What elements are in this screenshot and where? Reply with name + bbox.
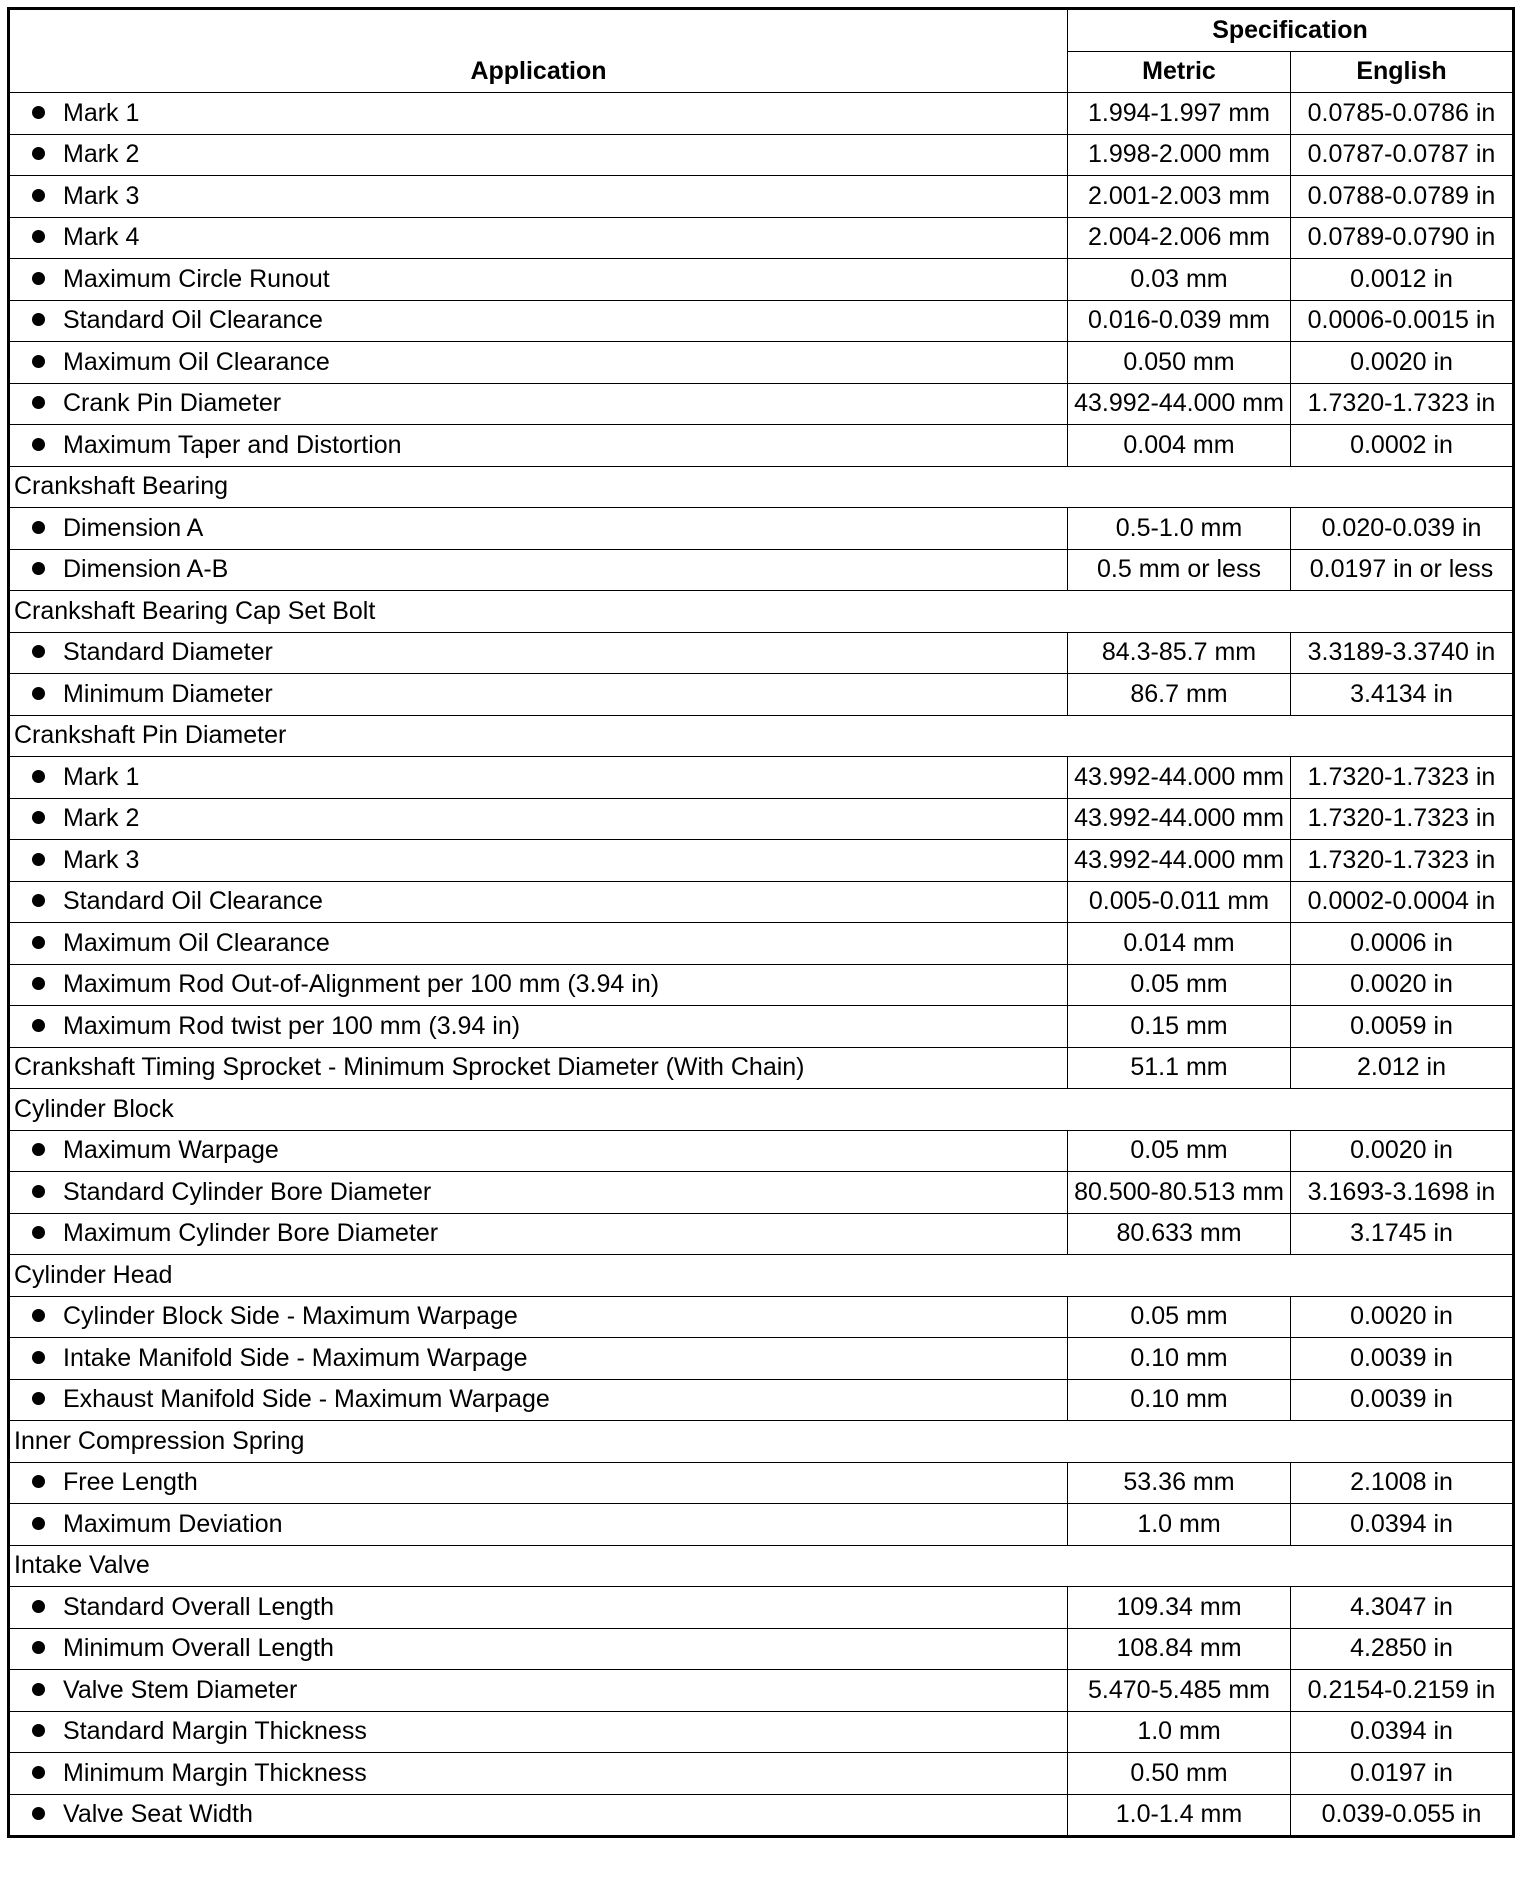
section-label: Cylinder Block — [9, 1089, 1514, 1131]
section-row — [9, 715, 1514, 757]
item-label: Minimum Overall Length — [63, 1634, 334, 1663]
metric-cell: 0.014 mm — [1068, 923, 1291, 965]
metric-cell: 51.1 mm — [1068, 1047, 1291, 1089]
item-label: Minimum Margin Thickness — [63, 1758, 367, 1787]
bullet-icon — [32, 1226, 45, 1239]
item-label: Maximum Oil Clearance — [63, 928, 330, 957]
application-cell — [9, 1587, 1068, 1629]
application-cell — [9, 964, 1068, 1006]
metric-cell: 0.016-0.039 mm — [1068, 300, 1291, 342]
english-cell: 4.3047 in — [1291, 1587, 1514, 1629]
english-cell: 0.0197 in or less — [1291, 549, 1514, 591]
table-row — [9, 217, 1514, 259]
item-label: Maximum Cylinder Bore Diameter — [63, 1219, 439, 1248]
metric-cell: 1.994-1.997 mm — [1068, 93, 1291, 135]
table-body — [9, 93, 1514, 1837]
application-cell — [9, 1130, 1068, 1172]
table-row — [9, 300, 1514, 342]
item-label: Cylinder Block Side - Maximum Warpage — [63, 1302, 518, 1331]
item-label: Valve Seat Width — [63, 1800, 253, 1829]
metric-cell: 53.36 mm — [1068, 1462, 1291, 1504]
item-label: Standard Oil Clearance — [63, 887, 323, 916]
bullet-icon — [32, 521, 45, 534]
metric-cell: 84.3-85.7 mm — [1068, 632, 1291, 674]
english-cell: 0.0039 in — [1291, 1338, 1514, 1380]
application-cell — [9, 508, 1068, 550]
application-cell: Crankshaft Timing Sprocket - Minimum Sprocket Diameter (With Chain) — [9, 1047, 1068, 1089]
metric-cell: 0.050 mm — [1068, 342, 1291, 384]
metric-cell: 0.005-0.011 mm — [1068, 881, 1291, 923]
table-row — [9, 508, 1514, 550]
application-cell — [9, 1379, 1068, 1421]
english-cell: 0.0197 in — [1291, 1753, 1514, 1795]
item-label: Minimum Diameter — [63, 679, 273, 708]
bullet-icon — [32, 230, 45, 243]
application-cell — [9, 1670, 1068, 1712]
metric-cell: 0.50 mm — [1068, 1753, 1291, 1795]
bullet-icon — [32, 1807, 45, 1820]
bullet-icon — [32, 1475, 45, 1488]
metric-cell: 0.004 mm — [1068, 425, 1291, 467]
application-cell — [9, 1504, 1068, 1546]
item-label: Dimension A — [63, 513, 204, 542]
table-row — [9, 1006, 1514, 1048]
english-cell: 1.7320-1.7323 in — [1291, 383, 1514, 425]
application-cell — [9, 1006, 1068, 1048]
metric-cell: 0.10 mm — [1068, 1338, 1291, 1380]
item-label: Maximum Rod Out-of-Alignment per 100 mm (3.94 in) — [63, 970, 660, 999]
section-row — [9, 1089, 1514, 1131]
english-cell: 0.0020 in — [1291, 342, 1514, 384]
metric-cell: 5.470-5.485 mm — [1068, 1670, 1291, 1712]
application-cell — [9, 757, 1068, 799]
metric-cell: 0.03 mm — [1068, 259, 1291, 301]
metric-cell: 0.05 mm — [1068, 964, 1291, 1006]
metric-cell: 86.7 mm — [1068, 674, 1291, 716]
bullet-icon — [32, 1185, 45, 1198]
item-label: Mark 3 — [63, 181, 140, 210]
table-row — [9, 1172, 1514, 1214]
english-cell: 1.7320-1.7323 in — [1291, 840, 1514, 882]
application-cell — [9, 798, 1068, 840]
application-cell — [9, 1753, 1068, 1795]
metric-cell: 80.500-80.513 mm — [1068, 1172, 1291, 1214]
application-cell — [9, 93, 1068, 135]
table-row — [9, 1628, 1514, 1670]
english-cell: 0.0059 in — [1291, 1006, 1514, 1048]
bullet-icon — [32, 1019, 45, 1032]
item-label: Dimension A-B — [63, 555, 229, 584]
table-row — [9, 1338, 1514, 1380]
table-row — [9, 632, 1514, 674]
table-header — [9, 9, 1514, 93]
table-row — [9, 176, 1514, 218]
english-cell: 0.039-0.055 in — [1291, 1794, 1514, 1837]
bullet-icon — [32, 1600, 45, 1613]
bullet-icon — [32, 977, 45, 990]
application-cell — [9, 549, 1068, 591]
bullet-icon — [32, 853, 45, 866]
metric-cell: 43.992-44.000 mm — [1068, 840, 1291, 882]
application-cell — [9, 840, 1068, 882]
section-label: Crankshaft Pin Diameter — [9, 715, 1514, 757]
section-row — [9, 466, 1514, 508]
table-row — [9, 1213, 1514, 1255]
english-cell: 3.4134 in — [1291, 674, 1514, 716]
english-cell: 2.1008 in — [1291, 1462, 1514, 1504]
item-label: Maximum Rod twist per 100 mm (3.94 in) — [63, 1011, 521, 1040]
table-row — [9, 1296, 1514, 1338]
bullet-icon — [32, 313, 45, 326]
bullet-icon — [32, 1517, 45, 1530]
section-row — [9, 1545, 1514, 1587]
table-row — [9, 425, 1514, 467]
application-cell — [9, 342, 1068, 384]
bullet-icon — [32, 1351, 45, 1364]
english-cell: 0.0002-0.0004 in — [1291, 881, 1514, 923]
metric-cell: 0.05 mm — [1068, 1296, 1291, 1338]
item-label: Mark 4 — [63, 223, 140, 252]
bullet-icon — [32, 811, 45, 824]
section-label: Cylinder Head — [9, 1255, 1514, 1297]
item-label: Standard Overall Length — [63, 1592, 335, 1621]
item-label: Valve Stem Diameter — [63, 1675, 298, 1704]
spec-sheet — [7, 7, 1512, 1838]
item-label: Mark 1 — [63, 98, 140, 127]
section-row — [9, 1255, 1514, 1297]
english-cell: 0.0788-0.0789 in — [1291, 176, 1514, 218]
application-cell — [9, 1711, 1068, 1753]
metric-cell: 2.001-2.003 mm — [1068, 176, 1291, 218]
item-label: Crank Pin Diameter — [63, 389, 282, 418]
bullet-icon — [32, 272, 45, 285]
english-cell: 1.7320-1.7323 in — [1291, 798, 1514, 840]
item-label: Standard Cylinder Bore Diameter — [63, 1177, 432, 1206]
english-cell: 0.0039 in — [1291, 1379, 1514, 1421]
application-cell — [9, 259, 1068, 301]
item-label: Maximum Warpage — [63, 1136, 279, 1165]
table-row — [9, 1462, 1514, 1504]
item-label: Intake Manifold Side - Maximum Warpage — [63, 1343, 528, 1372]
table-row — [9, 1379, 1514, 1421]
table-row — [9, 1587, 1514, 1629]
metric-cell: 80.633 mm — [1068, 1213, 1291, 1255]
application-cell — [9, 881, 1068, 923]
metric-cell: 43.992-44.000 mm — [1068, 798, 1291, 840]
english-cell: 0.2154-0.2159 in — [1291, 1670, 1514, 1712]
bullet-icon — [32, 1392, 45, 1405]
bullet-icon — [32, 1641, 45, 1654]
english-cell: 0.0006-0.0015 in — [1291, 300, 1514, 342]
metric-header: Metric — [1068, 51, 1291, 93]
table-row — [9, 1753, 1514, 1795]
english-cell: 0.0002 in — [1291, 425, 1514, 467]
metric-cell: 1.998-2.000 mm — [1068, 134, 1291, 176]
item-label: Standard Margin Thickness — [63, 1717, 367, 1746]
item-label: Mark 2 — [63, 140, 140, 169]
bullet-icon — [32, 396, 45, 409]
bullet-icon — [32, 189, 45, 202]
bullet-icon — [32, 1766, 45, 1779]
metric-cell: 43.992-44.000 mm — [1068, 383, 1291, 425]
table-row — [9, 881, 1514, 923]
item-label: Mark 2 — [63, 804, 140, 833]
english-cell: 0.0020 in — [1291, 1296, 1514, 1338]
metric-cell: 108.84 mm — [1068, 1628, 1291, 1670]
table-row — [9, 1711, 1514, 1753]
application-cell — [9, 383, 1068, 425]
metric-cell: 0.15 mm — [1068, 1006, 1291, 1048]
item-label: Standard Diameter — [63, 638, 273, 667]
english-cell: 0.0787-0.0787 in — [1291, 134, 1514, 176]
bullet-icon — [32, 687, 45, 700]
table-row — [9, 798, 1514, 840]
table-row — [9, 840, 1514, 882]
item-label: Maximum Oil Clearance — [63, 347, 330, 376]
english-cell: 2.012 in — [1291, 1047, 1514, 1089]
table-row — [9, 549, 1514, 591]
bullet-icon — [32, 147, 45, 160]
table-row — [9, 674, 1514, 716]
section-row — [9, 1421, 1514, 1463]
metric-cell: 1.0 mm — [1068, 1504, 1291, 1546]
metric-cell: 109.34 mm — [1068, 1587, 1291, 1629]
metric-cell: 0.5-1.0 mm — [1068, 508, 1291, 550]
item-label: Maximum Circle Runout — [63, 264, 330, 293]
application-cell — [9, 1213, 1068, 1255]
table-row — [9, 383, 1514, 425]
english-cell: 3.1693-3.1698 in — [1291, 1172, 1514, 1214]
metric-cell: 0.5 mm or less — [1068, 549, 1291, 591]
bullet-icon — [32, 645, 45, 658]
table-row — [9, 93, 1514, 135]
application-cell — [9, 674, 1068, 716]
english-cell: 3.3189-3.3740 in — [1291, 632, 1514, 674]
item-label: Maximum Taper and Distortion — [63, 430, 402, 459]
table-row — [9, 342, 1514, 384]
item-label: Exhaust Manifold Side - Maximum Warpage — [63, 1385, 550, 1414]
section-label: Intake Valve — [9, 1545, 1514, 1587]
item-label: Mark 1 — [63, 762, 140, 791]
bullet-icon — [32, 355, 45, 368]
application-cell — [9, 1296, 1068, 1338]
specification-header: Specification — [1068, 9, 1514, 52]
application-cell — [9, 632, 1068, 674]
english-cell: 0.0394 in — [1291, 1504, 1514, 1546]
english-cell: 0.0012 in — [1291, 259, 1514, 301]
table-row — [9, 1047, 1514, 1089]
item-label: Mark 3 — [63, 845, 140, 874]
bullet-icon — [32, 562, 45, 575]
table-row — [9, 1130, 1514, 1172]
application-cell — [9, 1794, 1068, 1837]
metric-cell: 1.0 mm — [1068, 1711, 1291, 1753]
application-cell — [9, 134, 1068, 176]
english-cell: 0.0789-0.0790 in — [1291, 217, 1514, 259]
english-cell: 0.0020 in — [1291, 964, 1514, 1006]
table-row — [9, 1504, 1514, 1546]
section-row — [9, 591, 1514, 633]
application-cell — [9, 176, 1068, 218]
spec-table — [7, 7, 1515, 1838]
table-row — [9, 259, 1514, 301]
metric-cell: 2.004-2.006 mm — [1068, 217, 1291, 259]
bullet-icon — [32, 1143, 45, 1156]
application-cell — [9, 923, 1068, 965]
item-label: Maximum Deviation — [63, 1509, 283, 1538]
bullet-icon — [32, 106, 45, 119]
table-row — [9, 1670, 1514, 1712]
section-label: Inner Compression Spring — [9, 1421, 1514, 1463]
application-cell — [9, 425, 1068, 467]
section-label: Crankshaft Bearing Cap Set Bolt — [9, 591, 1514, 633]
application-header: Application — [9, 9, 1068, 93]
application-cell — [9, 300, 1068, 342]
english-cell: 3.1745 in — [1291, 1213, 1514, 1255]
item-label: Standard Oil Clearance — [63, 306, 323, 335]
table-row — [9, 964, 1514, 1006]
bullet-icon — [32, 894, 45, 907]
english-cell: 0.0394 in — [1291, 1711, 1514, 1753]
application-cell — [9, 1338, 1068, 1380]
table-row — [9, 134, 1514, 176]
english-cell: 0.0006 in — [1291, 923, 1514, 965]
english-cell: 4.2850 in — [1291, 1628, 1514, 1670]
english-cell: 1.7320-1.7323 in — [1291, 757, 1514, 799]
application-cell — [9, 1462, 1068, 1504]
english-cell: 0.0785-0.0786 in — [1291, 93, 1514, 135]
bullet-icon — [32, 1309, 45, 1322]
table-row — [9, 1794, 1514, 1837]
bullet-icon — [32, 1724, 45, 1737]
item-label: Free Length — [63, 1468, 198, 1497]
english-cell: 0.0020 in — [1291, 1130, 1514, 1172]
metric-cell: 43.992-44.000 mm — [1068, 757, 1291, 799]
bullet-icon — [32, 1683, 45, 1696]
section-label: Crankshaft Bearing — [9, 466, 1514, 508]
application-cell — [9, 1172, 1068, 1214]
application-cell — [9, 217, 1068, 259]
english-header: English — [1291, 51, 1514, 93]
metric-cell: 0.05 mm — [1068, 1130, 1291, 1172]
application-cell — [9, 1628, 1068, 1670]
bullet-icon — [32, 438, 45, 451]
bullet-icon — [32, 936, 45, 949]
english-cell: 0.020-0.039 in — [1291, 508, 1514, 550]
metric-cell: 1.0-1.4 mm — [1068, 1794, 1291, 1837]
table-row — [9, 757, 1514, 799]
bullet-icon — [32, 770, 45, 783]
metric-cell: 0.10 mm — [1068, 1379, 1291, 1421]
table-row — [9, 923, 1514, 965]
